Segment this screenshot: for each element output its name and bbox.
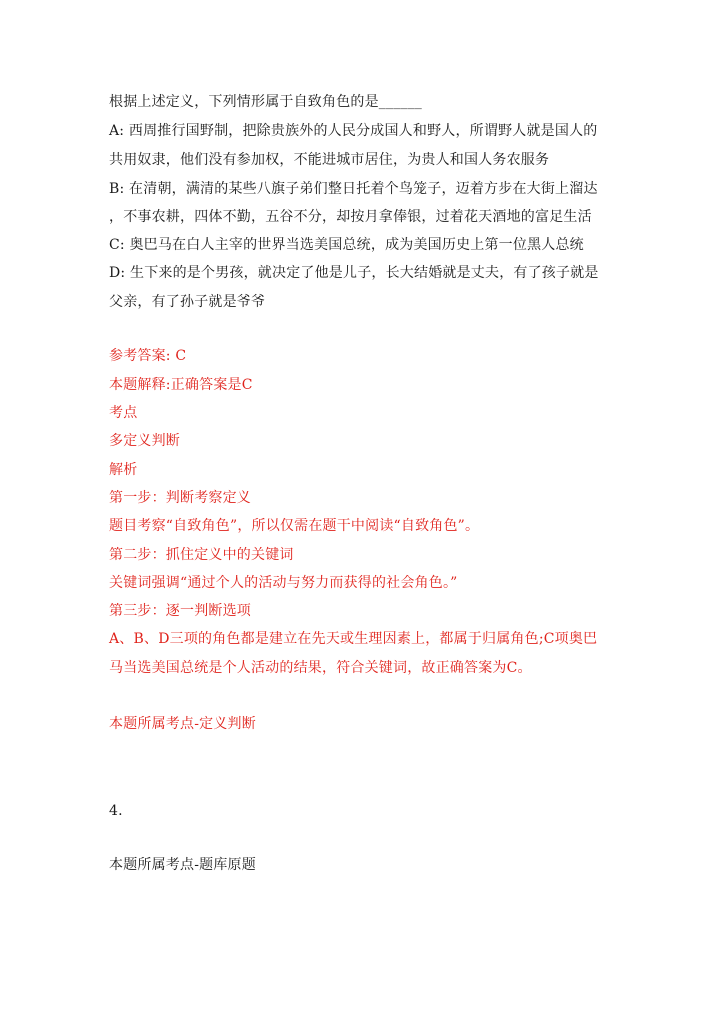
step-3-text-line-2: 马当选美国总统是个人活动的结果，符合关键词，故正确答案为C。 bbox=[109, 660, 532, 676]
option-c-line-1: C: 奥巴马在白人主宰的世界当选美国总统，成为美国历史上第一位黑人总统 bbox=[109, 237, 584, 253]
option-b-line-2: ，不事农耕，四体不勤，五谷不分，却按月拿俸银，过着花天酒地的富足生活 bbox=[109, 209, 592, 225]
reference-answer: 参考答案: C bbox=[109, 348, 187, 364]
next-question-number: 4. bbox=[109, 803, 123, 819]
step-1-text: 题目考察“自致角色”，所以仅需在题干中阅读“自致角色”。 bbox=[109, 518, 480, 534]
step-3-text-line-1: A、B、D三项的角色都是建立在先天或生理因素上，都属于归属角色;C项奥巴 bbox=[109, 631, 598, 647]
next-question-category: 本题所属考点-题库原题 bbox=[109, 857, 256, 873]
option-a-line-2: 共用奴隶，他们没有参加权，不能进城市居住，为贵人和国人务农服务 bbox=[109, 152, 550, 168]
option-d-line-2: 父亲，有了孙子就是爷爷 bbox=[109, 294, 266, 310]
answer-category: 本题所属考点-定义判断 bbox=[109, 716, 256, 732]
step-2-text: 关键词强调“通过个人的活动与努力而获得的社会角色。” bbox=[109, 575, 458, 591]
explanation-intro: 本题解释:正确答案是C bbox=[109, 377, 253, 393]
jiexi-label: 解析 bbox=[109, 462, 138, 478]
option-a-line-1: A: 西周推行国野制，把除贵族外的人民分成国人和野人，所谓野人就是国人的 bbox=[109, 123, 598, 139]
step-1-title: 第一步：判断考察定义 bbox=[109, 490, 251, 506]
option-b-line-1: B: 在清朝，满清的某些八旗子弟们整日托着个鸟笼子，迈着方步在大街上溜达 bbox=[109, 181, 598, 197]
step-3-title: 第三步：逐一判断选项 bbox=[109, 603, 251, 619]
kaodian-value: 多定义判断 bbox=[109, 433, 180, 449]
step-2-title: 第二步：抓住定义中的关键词 bbox=[109, 547, 294, 563]
option-d-line-1: D: 生下来的是个男孩，就决定了他是儿子，长大结婚就是丈夫，有了孩子就是 bbox=[109, 265, 599, 281]
question-stem: 根据上述定义，下列情形属于自致角色的是______ bbox=[109, 94, 422, 110]
kaodian-label: 考点 bbox=[109, 405, 138, 421]
